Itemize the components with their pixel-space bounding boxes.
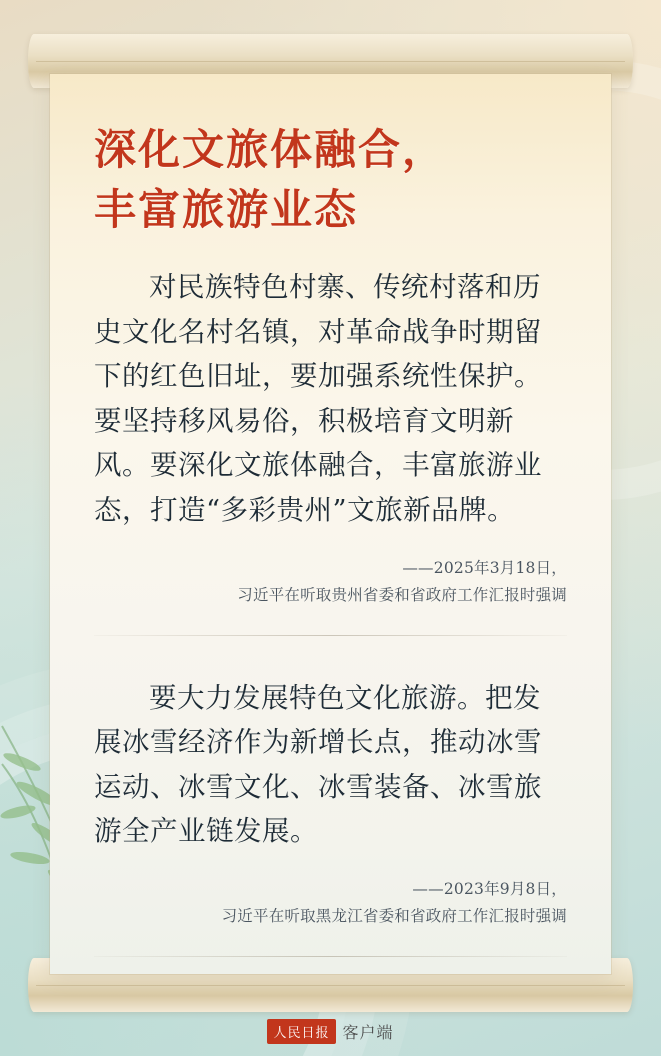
peoples-daily-logo: 人民日报 (267, 1019, 335, 1044)
section-divider (94, 956, 567, 957)
page-title-line-2: 丰富旅游业态 (94, 184, 359, 234)
page-title-line-1: 深化文旅体融合， (94, 125, 447, 174)
footer-branding (0, 1019, 661, 1044)
page-title (94, 120, 567, 239)
scroll-container (28, 34, 633, 1012)
quote-block-1 (94, 265, 567, 636)
quote-text: 要大力发展特色文化旅游。把发展冰雪经济作为新增长点，推动冰雪运动、冰雪文化、冰雪装备、冰雪旅游全产业链发展。 (94, 681, 542, 848)
quote-source: 习近平在听取黑龙江省委和省政府工作汇报时强调 (221, 907, 567, 926)
quote-attribution (94, 555, 567, 609)
client-label: 客户端 (342, 1023, 394, 1042)
scroll-paper (50, 74, 611, 974)
quote-source: 习近平在听取贵州省委和省政府工作汇报时强调 (237, 585, 567, 604)
quote-date: ——2023年9月8日， (412, 879, 567, 898)
quote-block-2 (94, 676, 567, 957)
quote-text: 对民族特色村寨、传统村落和历史文化名村名镇，对革命战争时期留下的红色旧址，要加强系统性保护。要坚持移风易俗，积极培育文明新风。要深化文旅体融合，丰富旅游业态，打造“多彩贵州”文旅新品牌。 (94, 271, 542, 526)
quote-attribution (94, 876, 567, 930)
quote-date: ——2025年3月18日， (402, 558, 567, 577)
section-divider (94, 635, 567, 636)
